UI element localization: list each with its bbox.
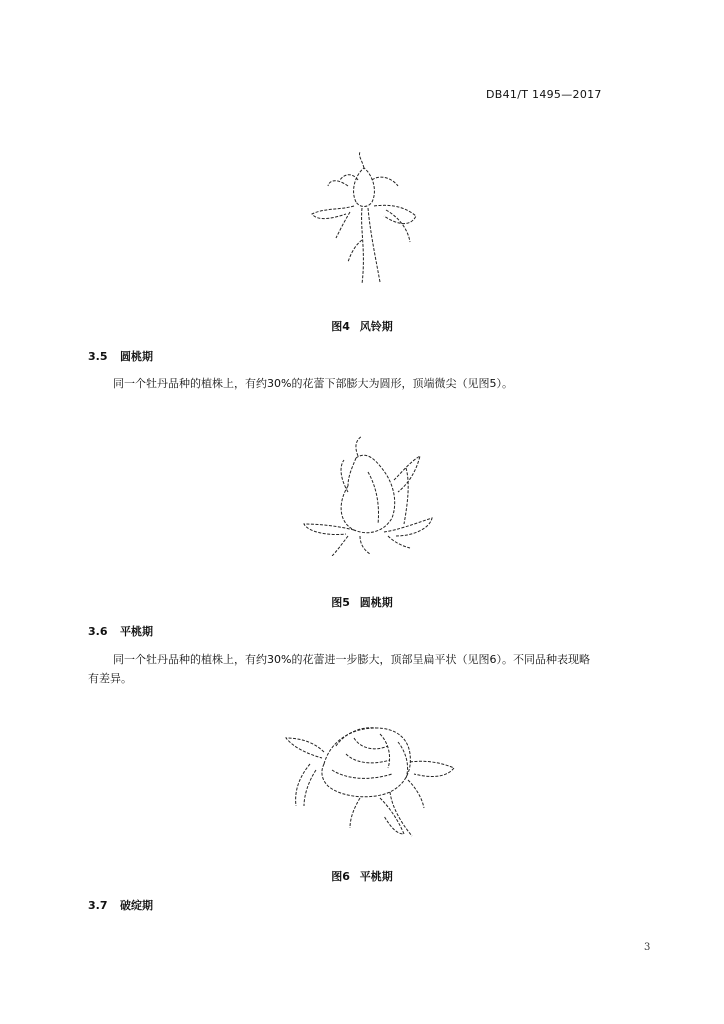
- paragraph-line: 有差异。: [88, 672, 132, 685]
- section-3-6-paragraph: [88, 650, 668, 688]
- section-3-6-heading: [88, 623, 153, 639]
- figure-6-image: [280, 712, 460, 842]
- peony-flat-bud-icon: [280, 712, 460, 842]
- section-title: 平桃期: [120, 625, 153, 638]
- figure-4-caption: [0, 318, 724, 334]
- figure-4-title: 风铃期: [359, 320, 393, 333]
- section-3-5-paragraph: [88, 374, 668, 393]
- section-3-7-heading: [88, 897, 153, 913]
- section-number: 3.6: [88, 625, 108, 638]
- peony-bell-stage-icon: [300, 150, 430, 290]
- doc-code: DB41/T 1495—2017: [486, 88, 602, 101]
- section-3-5-heading: [88, 348, 153, 364]
- peony-round-bud-icon: [298, 432, 440, 556]
- page-number: 3: [644, 942, 651, 953]
- figure-6-title: 平桃期: [359, 870, 393, 883]
- figure-6-label: 图6: [331, 870, 350, 883]
- figure-5-caption: [0, 594, 724, 610]
- paragraph-line: 同一个牡丹品种的植株上，有约30%的花蕾进一步膨大，顶部呈扁平状（见图6）。不同品种表现略: [113, 653, 590, 666]
- figure-6-caption: [0, 868, 724, 884]
- section-number: 3.7: [88, 899, 108, 912]
- section-number: 3.5: [88, 350, 108, 363]
- section-title: 破绽期: [120, 899, 153, 912]
- figure-5-label: 图5: [331, 596, 350, 609]
- figure-5-image: [298, 432, 440, 556]
- figure-4-label: 图4: [331, 320, 350, 333]
- figure-5-title: 圆桃期: [359, 596, 393, 609]
- figure-4-image: [300, 150, 430, 290]
- paragraph-line: 同一个牡丹品种的植株上，有约30%的花蕾下部膨大为圆形，顶端微尖（见图5）。: [113, 377, 513, 390]
- section-title: 圆桃期: [120, 350, 153, 363]
